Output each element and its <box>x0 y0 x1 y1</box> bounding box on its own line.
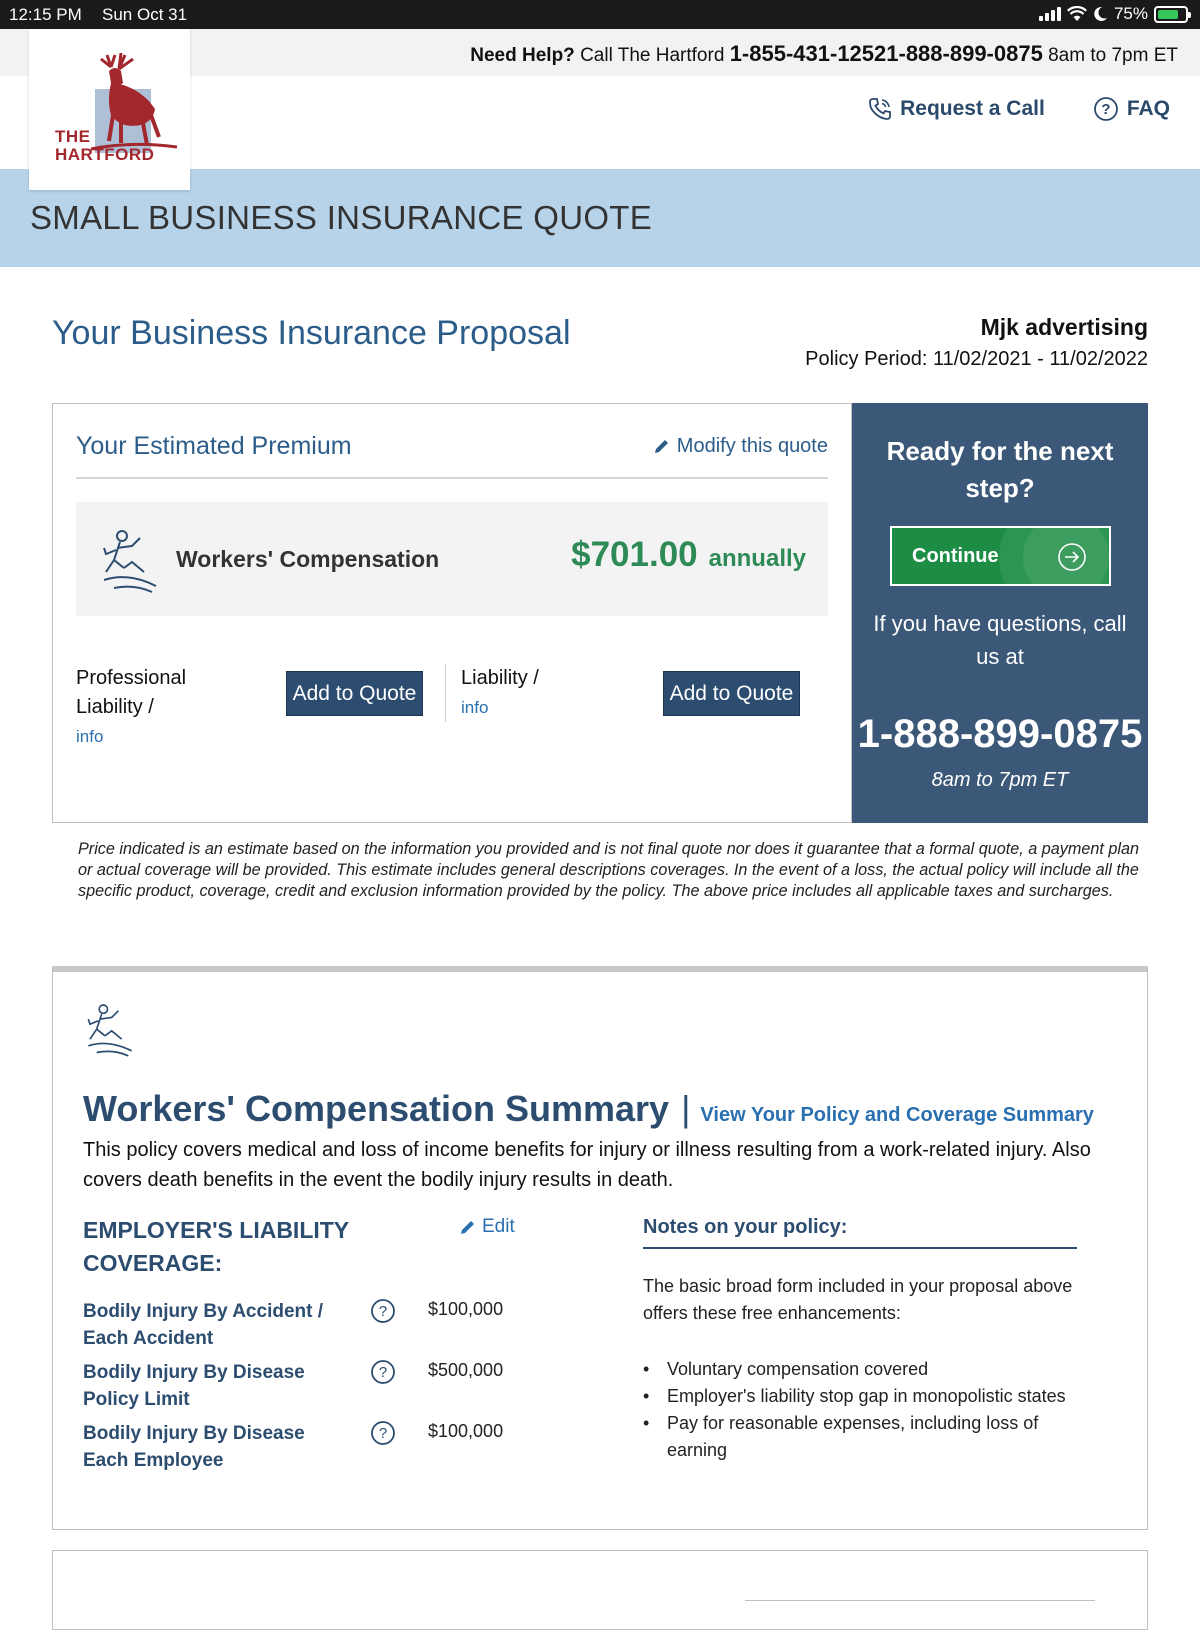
request-call-label: Request a Call <box>900 97 1045 120</box>
proposal-title: Your Business Insurance Proposal <box>52 314 571 352</box>
coverage-label: Bodily Injury By Disease Policy Limit <box>83 1362 305 1410</box>
svg-text:?: ? <box>378 1303 388 1320</box>
status-indicators <box>1039 4 1188 24</box>
modify-quote-link[interactable] <box>653 435 828 458</box>
call-us-text: If you have questions, call us at <box>873 611 1127 669</box>
addon-liability <box>461 664 601 723</box>
title-separator: | <box>681 1088 691 1129</box>
help-phone-link[interactable]: 1-855-431-12521-888-899-0875 <box>729 41 1043 66</box>
addon-professional-liability <box>76 664 206 752</box>
wifi-icon <box>1067 6 1087 22</box>
coverage-label: Bodily Injury By Accident / Each Accident <box>83 1301 324 1349</box>
next-section-card <box>52 1550 1148 1630</box>
hartford-logo[interactable] <box>29 29 190 190</box>
coverage-value: $100,000 <box>428 1299 504 1319</box>
addon-label: Professional Liability / <box>76 667 187 718</box>
help-hours: 8am to 7pm ET <box>1048 45 1178 66</box>
premium-frequency: annually <box>708 545 806 572</box>
moon-icon <box>1093 6 1108 22</box>
summary-title: Workers' Compensation Summary <box>83 1088 670 1129</box>
coverage-value: $500,000 <box>428 1360 504 1380</box>
view-policy-link[interactable]: View Your Policy and Coverage Summary <box>700 1104 1094 1126</box>
falling-worker-icon <box>85 1002 135 1058</box>
help-circle-icon[interactable] <box>370 1298 396 1324</box>
continue-label: Continue <box>912 545 999 567</box>
notes-heading: Notes on your policy: <box>643 1216 1077 1249</box>
premium-divider <box>76 477 828 479</box>
next-step-panel <box>852 403 1148 823</box>
logo-wordmark: THE HARTFORD <box>55 127 155 164</box>
question-circle-icon <box>1093 96 1119 122</box>
faq-link[interactable] <box>1093 96 1170 122</box>
employer-liability-heading: EMPLOYER'S LIABILITY COVERAGE: <box>83 1217 350 1276</box>
price-disclaimer: Price indicated is an estimate based on the information you provided and is not final quote nor does it guarantee that a formal quote, a payment plan or actual coverage will be provided. This estimate includes general descriptions coverages. In the event of a loss, the actual policy will include all the specific product, coverage, credit and exclusion information provided by the policy. The above price includes all applicable taxes and surcharges. <box>78 840 1139 900</box>
falling-worker-icon <box>100 528 160 594</box>
svg-text:?: ? <box>378 1425 388 1442</box>
status-date: Sun Oct 31 <box>102 5 188 24</box>
edit-link[interactable] <box>459 1216 515 1238</box>
coverage-label: Bodily Injury By Disease Each Employee <box>83 1423 305 1471</box>
cellular-signal-icon <box>1039 7 1061 21</box>
list-item: • Pay for reasonable expenses, including loss of earning <box>643 1410 1083 1464</box>
workers-comp-row <box>76 502 828 616</box>
notes-list <box>643 1356 1083 1464</box>
addon-label: Liability / <box>461 667 539 689</box>
top-nav <box>868 96 1170 122</box>
modify-quote-label: Modify this quote <box>676 435 828 457</box>
premium-box <box>52 403 852 823</box>
addon-info-link[interactable]: info <box>76 727 104 746</box>
addon-info-link[interactable]: info <box>461 698 489 717</box>
need-help-label: Need Help? <box>470 45 575 66</box>
svg-text:?: ? <box>1101 101 1111 118</box>
call-hartford-label: Call The Hartford <box>580 45 725 66</box>
business-name: Mjk advertising <box>980 314 1148 340</box>
notes-intro: The basic broad form included in your proposal above offers these free enhancements: <box>643 1276 1073 1323</box>
coverage-name: Workers' Compensation <box>176 546 440 572</box>
add-to-quote-button[interactable]: Add to Quote <box>663 671 800 716</box>
request-call-link[interactable] <box>868 96 1045 122</box>
help-circle-icon[interactable] <box>370 1359 396 1385</box>
support-phone[interactable]: 1-888-899-0875 <box>857 712 1143 756</box>
edit-label: Edit <box>482 1216 515 1237</box>
coverage-value: $100,000 <box>428 1421 504 1441</box>
premium-price <box>571 535 806 575</box>
premium-heading: Your Estimated Premium <box>76 432 352 460</box>
pencil-icon <box>653 438 670 455</box>
help-circle-icon[interactable] <box>370 1420 396 1446</box>
addon-divider <box>445 664 446 722</box>
policy-period: Policy Period: 11/02/2021 - 11/02/2022 <box>805 348 1148 370</box>
help-text <box>470 41 1178 67</box>
battery-percent: 75% <box>1113 4 1148 23</box>
next-step-heading: Ready for the next step? <box>886 436 1114 503</box>
arrow-right-circle-icon <box>1057 542 1087 572</box>
status-time: 12:15 PM <box>9 5 82 24</box>
workers-comp-summary <box>52 966 1148 1530</box>
svg-text:?: ? <box>378 1364 388 1381</box>
page-title: SMALL BUSINESS INSURANCE QUOTE <box>30 199 653 236</box>
faq-label: FAQ <box>1126 97 1170 120</box>
battery-icon <box>1154 6 1188 23</box>
list-item: • Employer's liability stop gap in monopolistic states <box>643 1383 1083 1410</box>
pencil-icon <box>459 1219 476 1236</box>
premium-amount: $701.00 <box>571 535 698 574</box>
summary-description: This policy covers medical and loss of income benefits for injury or illness resulting from a work-related injury. Also covers death benefits in the event the bodily injury results in death. <box>83 1139 1091 1191</box>
status-bar <box>0 0 1200 29</box>
continue-button[interactable] <box>890 526 1111 586</box>
summary-title-row <box>83 1088 1094 1130</box>
support-hours: 8am to 7pm ET <box>931 769 1069 791</box>
list-item: • Voluntary compensation covered <box>643 1356 1083 1383</box>
phone-icon <box>868 97 892 121</box>
add-to-quote-button[interactable]: Add to Quote <box>286 671 423 716</box>
